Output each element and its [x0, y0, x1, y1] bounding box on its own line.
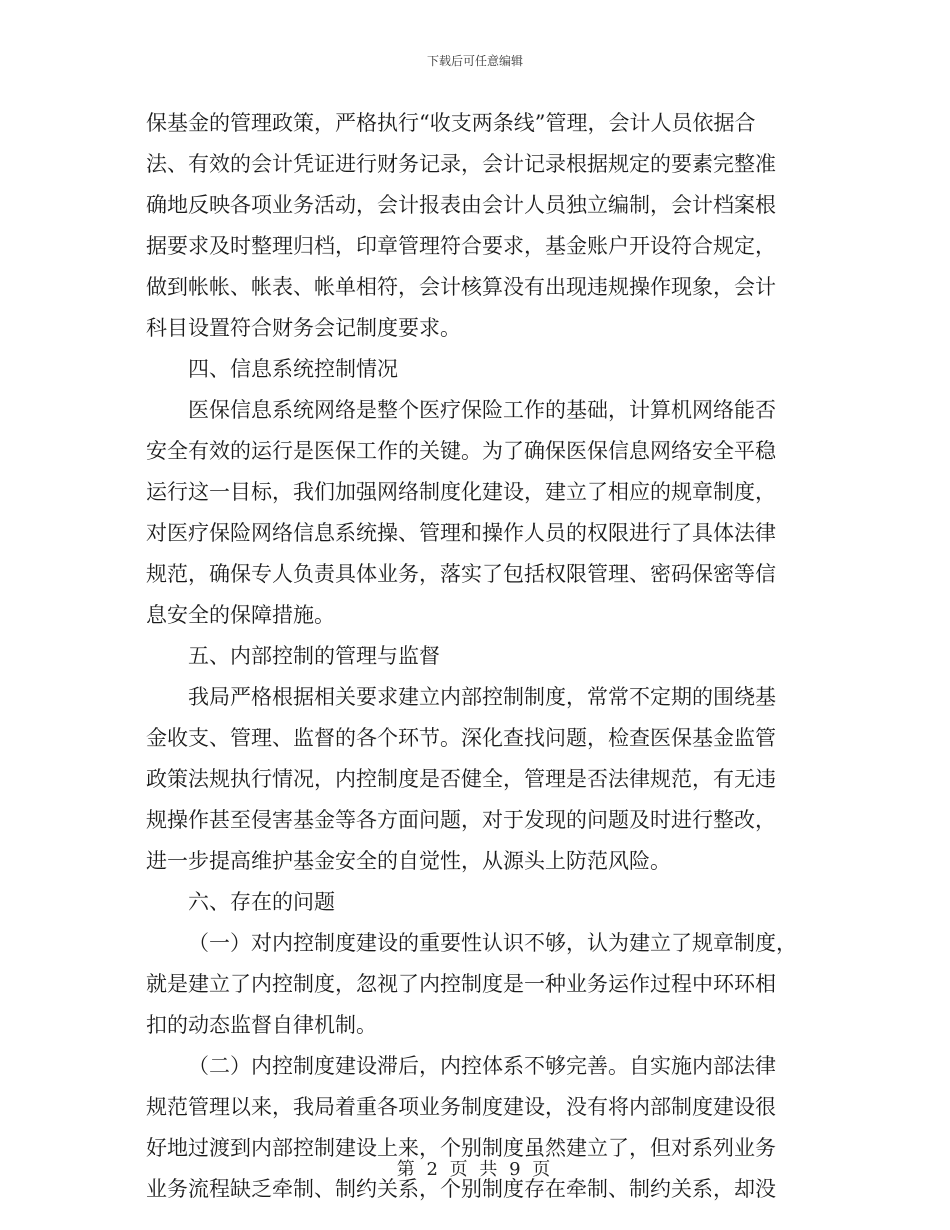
text-line: 就是建立了内控制度，忽视了内控制度是一种业务运作过程中环环相 [146, 972, 776, 996]
text-line: 政策法规执行情况，内控制度是否健全，管理是否法律规范，有无违 [146, 767, 776, 791]
page-header: 下载后可任意编辑 [426, 54, 523, 68]
document-body [146, 103, 806, 1210]
section-heading: 五、内部控制的管理与监督 [188, 644, 440, 668]
section-heading: 六、存在的问题 [188, 890, 335, 914]
text-line: （一）对内控制度建设的重要性认识不够，认为建立了规章制度， [188, 931, 797, 955]
text-line: 好地过渡到内部控制建设上来，个别制度虽然建立了，但对系列业务 [146, 1136, 776, 1160]
text-line: 运行这一目标，我们加强网络制度化建设，建立了相应的规章制度， [146, 480, 776, 504]
text-line: 据要求及时整理归档，印章管理符合要求，基金账户开设符合规定， [146, 234, 776, 258]
text-line: 规范，确保专人负责具体业务，落实了包括权限管理、密码保密等信 [146, 562, 776, 586]
text-line: 规范管理以来，我局着重各项业务制度建设，没有将内部制度建设很 [146, 1095, 776, 1119]
text-line: 规操作甚至侵害基金等各方面问题，对于发现的问题及时进行整改， [146, 808, 776, 832]
page-footer: 第 2 页 共 9 页 [396, 1159, 554, 1180]
text-line: 扣的动态监督自律机制。 [146, 1013, 377, 1037]
text-line: 安全有效的运行是医保工作的关键。为了确保医保信息网络安全平稳 [146, 439, 776, 463]
section-heading: 四、信息系统控制情况 [188, 357, 398, 381]
text-line: 医保信息系统网络是整个医疗保险工作的基础，计算机网络能否 [188, 398, 776, 422]
text-line: 息安全的保障措施。 [146, 603, 335, 627]
text-line: 我局严格根据相关要求建立内部控制制度，常常不定期的围绕基 [188, 685, 776, 709]
text-line: 法、有效的会计凭证进行财务记录，会计记录根据规定的要素完整准 [146, 152, 776, 176]
text-line: 业务流程缺乏牵制、制约关系，个别制度存在牵制、制约关系，却没 [146, 1177, 776, 1201]
text-line: 金收支、管理、监督的各个环节。深化查找问题，检查医保基金监管 [146, 726, 776, 750]
text-line: 对医疗保险网络信息系统操、管理和操作人员的权限进行了具体法律 [146, 521, 776, 545]
text-line: （二）内控制度建设滞后，内控体系不够完善。自实施内部法律 [188, 1054, 776, 1078]
text-line: 科目设置符合财务会记制度要求。 [146, 316, 461, 340]
text-line: 保基金的管理政策，严格执行“收支两条线”管理，会计人员依据合 [146, 111, 756, 135]
text-line: 做到帐帐、帐表、帐单相符，会计核算没有出现违规操作现象，会计 [146, 275, 776, 299]
text-line: 确地反映各项业务活动，会计报表由会计人员独立编制，会计档案根 [146, 193, 776, 217]
text-line: 进一步提高维护基金安全的自觉性，从源头上防范风险。 [146, 849, 671, 873]
